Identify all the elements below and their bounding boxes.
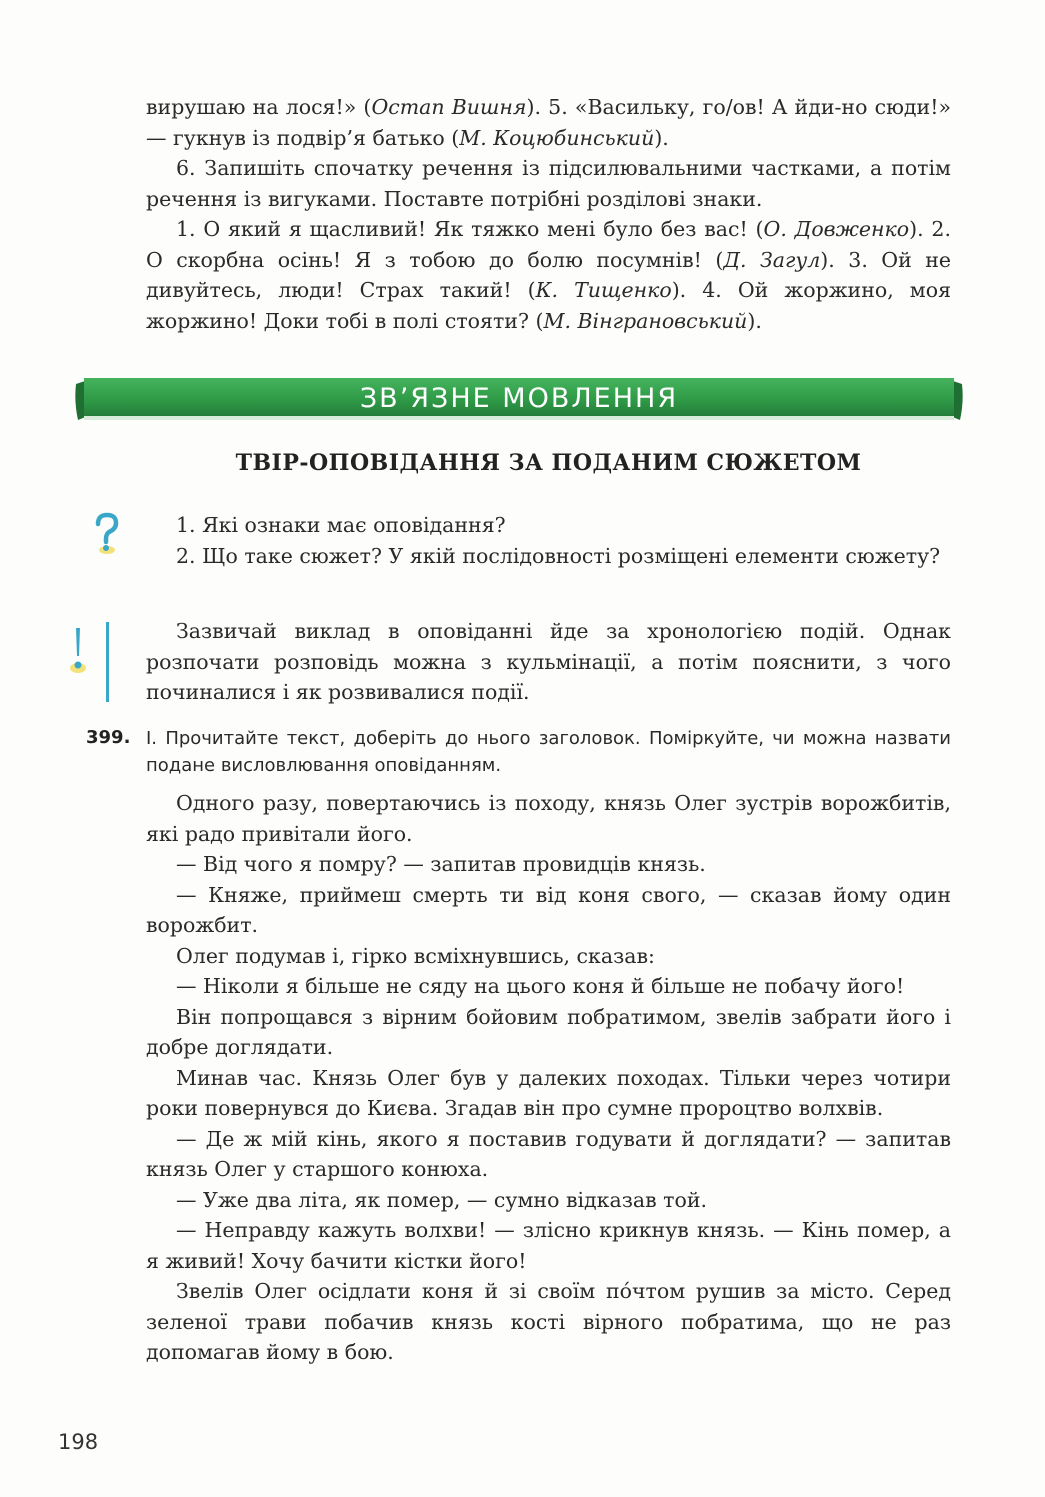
author-name: К. Тищенко	[535, 278, 672, 302]
author-name: М. Коцюбинський	[459, 125, 655, 150]
question-1: 1. Які ознаки має оповідання?	[176, 513, 506, 537]
section-heading: ТВІР-ОПОВІДАННЯ ЗА ПОДАНИМ СЮЖЕТОМ	[235, 450, 862, 476]
exercise-number: 399.	[86, 727, 131, 748]
page-number: 198	[58, 1430, 99, 1454]
story-paragraph: — Неправду кажуть волхви! — злісно крикнув князь. — Кінь помер, а я живий! Хочу бачити кістки його!	[146, 1218, 951, 1273]
story-paragraph: — Княже, приймеш смерть ти від коня свого, — сказав йому один ворожбит.	[146, 882, 951, 937]
question-icon	[92, 512, 122, 560]
exercise-task: І. Прочитайте текст, доберіть до нього заголовок. Поміркуйте, чи можна назвати подане висловлювання оповіданням.	[146, 728, 951, 776]
exclamation-icon	[66, 624, 90, 680]
story-paragraph: — Де ж мій кінь, якого я поставив годувати й доглядати? — запитав князь Олег у старшого конюха.	[146, 1126, 951, 1181]
story-paragraph: — Уже два літа, як помер, — сумно відказав той.	[176, 1187, 708, 1212]
author-name: Д. Загул	[723, 247, 821, 272]
task-6: 6. Запишіть спочатку речення із підсилювальними частками, а потім речення із вигуками. Поставте потрібні розділові знаки.	[146, 156, 951, 211]
story-text	[146, 788, 951, 1368]
questions-block	[146, 510, 951, 571]
story-paragraph: Минав час. Князь Олег був у далеких походах. Тільки через чотири роки повернувся до Києва. Згадав він про сумне пророцтво волхвів.	[146, 1065, 951, 1120]
story-paragraph: — Від чого я помру? — запитав провидців князь.	[176, 852, 706, 876]
author-name: Остап Вишня	[371, 95, 527, 119]
note-divider	[106, 622, 109, 702]
question-2: 2. Що таке сюжет? У якій послідовності розміщені елементи сюжету?	[176, 543, 941, 568]
story-paragraph: Олег подумав і, гірко всміхнувшись, сказав:	[176, 943, 655, 968]
rule-text: Зазвичай виклад в оповіданні йде за хронологією подій. Однак розпочати розповідь можна з кульмінації, а потім пояснити, з чого починалися і як розвивалися події.	[146, 619, 951, 704]
exercise-task-block	[146, 725, 951, 779]
top-paragraph-1: вирушаю на лося!» (Остап Вишня). 5. «Васильку, го/ов! А йди-но сюди!» — гукнув із подвір’я батько (М. Коцюбинський).	[146, 95, 951, 150]
author-name: О. Довженко	[763, 217, 910, 241]
author-name: М. Вінграновський	[543, 308, 748, 333]
story-paragraph: Одного разу, повертаючись із походу, князь Олег зустрів ворожбитів, які радо привітали його.	[146, 791, 951, 846]
story-paragraph: — Ніколи я більше не сяду на цього коня й більше не побачу його!	[176, 974, 905, 998]
banner-title: ЗВ’ЯЗНЕ МОВЛЕННЯ	[359, 382, 679, 414]
top-text-block	[146, 92, 951, 336]
sentences-paragraph: 1. О який я щасливий! Як тяжко мені було без вас! (О. Довженко). 2. О скорбна осінь! Я з тобою до болю посумнів! (Д. Загул). 3. Ой не дивуйтесь, люди! Страх такий! (К. Тищенко). 4. Ой жоржино, моя жоржино! Доки тобі в полі стояти? (М. Вінграновський).	[146, 217, 952, 333]
rule-note	[146, 616, 951, 708]
section-banner	[74, 376, 964, 424]
story-paragraph: Він попрощався з вірним бойовим побратимом, звелів забрати його і добре доглядати.	[146, 1004, 951, 1059]
story-paragraph: Звелів Олег осідлати коня й зі своїм по́чтом рушив за місто. Серед зеленої трави побачив князь кості вірного побратима, що не раз допомагав йому в бою.	[146, 1279, 951, 1364]
